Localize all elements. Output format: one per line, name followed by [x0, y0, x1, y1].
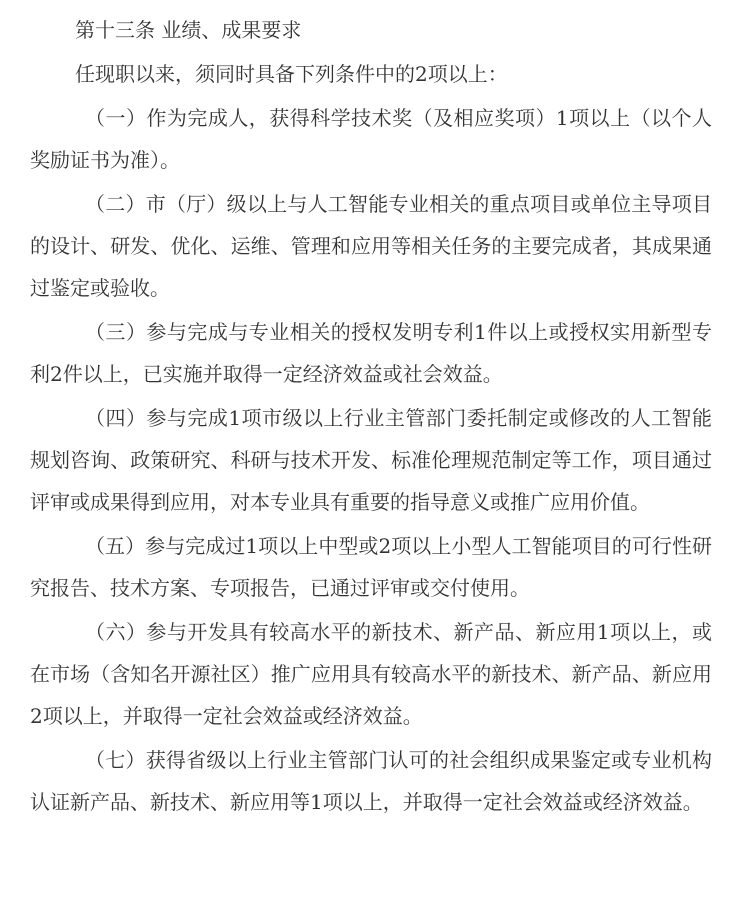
- requirement-item-3: （三）参与完成与专业相关的授权发明专利1件以上或授权实用新型专利2件以上，已实施并取得一定经济效益或社会效益。: [30, 320, 712, 386]
- requirement-item-4: （四）参与完成1项市级以上行业主管部门委托制定或修改的人工智能规划咨询、政策研究、科研与技术开发、标准伦理规范制定等工作，项目通过评审或成果得到应用，对本专业具有重要的指导意义或推广应用价值。: [30, 406, 712, 514]
- requirement-item-7: （七）获得省级以上行业主管部门认可的社会组织成果鉴定或专业机构认证新产品、新技术、新应用等1项以上，并取得一定社会效益或经济效益。: [30, 748, 712, 814]
- requirement-item-2: （二）市（厅）级以上与人工智能专业相关的重点项目或单位主导项目的设计、研发、优化、运维、管理和应用等相关任务的主要完成者，其成果通过鉴定或验收。: [30, 192, 712, 300]
- article-intro: 任现职以来，须同时具备下列条件中的2项以上：: [75, 62, 508, 86]
- article-heading: 第十三条 业绩、成果要求: [75, 18, 302, 42]
- requirement-item-5: （五）参与完成过1项以上中型或2项以上小型人工智能项目的可行性研究报告、技术方案、专项报告，已通过评审或交付使用。: [30, 534, 712, 600]
- document-body: [30, 9, 712, 825]
- requirement-item-1: （一）作为完成人，获得科学技术奖（及相应奖项）1项以上（以个人奖励证书为准）。: [30, 106, 712, 172]
- requirement-item-6: （六）参与开发具有较高水平的新技术、新产品、新应用1项以上，或在市场（含知名开源社区）推广应用具有较高水平的新技术、新产品、新应用2项以上，并取得一定社会效益或经济效益。: [30, 620, 712, 728]
